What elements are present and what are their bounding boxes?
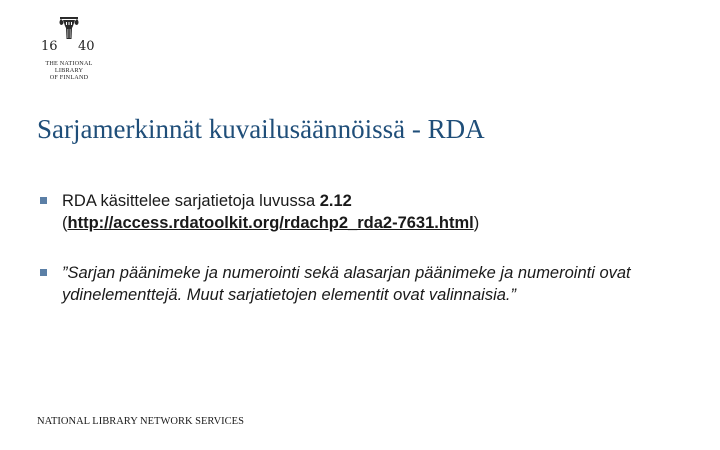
bullet-list [40, 190, 690, 306]
square-bullet-icon [40, 197, 47, 204]
close-paren: ) [473, 214, 480, 232]
logo-line-1: THE NATIONAL [45, 60, 93, 67]
logo-year-left: 16 [41, 39, 58, 54]
chapter-number: 2.12 [319, 192, 352, 210]
slide-title: Sarjamerkinnät kuvailusäännöissä - RDA [37, 114, 485, 144]
logo-year-right: 40 [78, 39, 95, 54]
square-bullet-icon [40, 269, 47, 276]
bullet-item-quote [40, 262, 690, 306]
library-logo [36, 16, 102, 81]
bullet-item-rda-chapter [40, 190, 690, 234]
column-capital-icon [58, 16, 80, 40]
rda-toolkit-link[interactable]: http://access.rdatoolkit.org/rdachp2_rda2-7631.html [67, 214, 474, 232]
footer-text: NATIONAL LIBRARY NETWORK SERVICES [37, 416, 244, 427]
logo-line-3: OF FINLAND [49, 74, 89, 81]
open-paren: ( [62, 214, 68, 232]
logo-line-2: LIBRARY [54, 67, 84, 74]
logo-wordmark [36, 60, 102, 81]
quote-text: ”Sarjan päänimeke ja numerointi sekä alasarjan päänimeke ja numerointi ovat ydinelementtejä. Muut sarjatietojen elementit ovat valinnaisia.” [62, 264, 631, 304]
bullet-text: RDA käsittelee sarjatietoja luvussa [62, 192, 320, 210]
